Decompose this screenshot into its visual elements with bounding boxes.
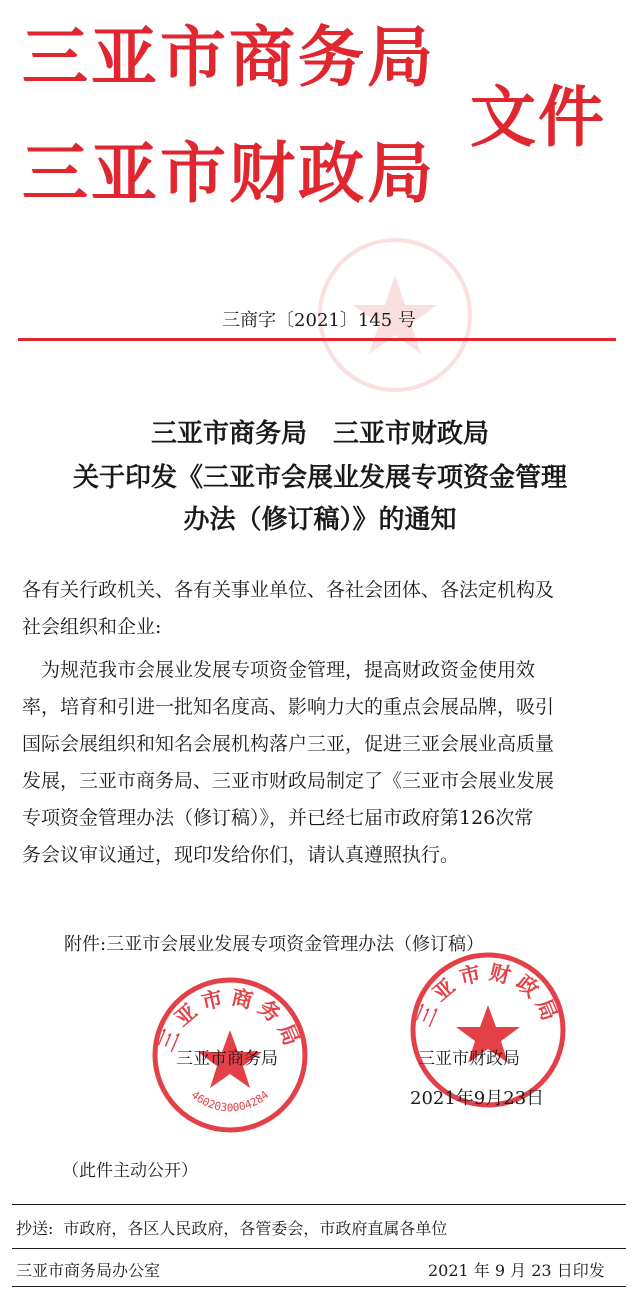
- body-line: 专项资金管理办法（修订稿）》，并已经七届市政府第126次常: [22, 807, 534, 829]
- doc-type-label: 文件: [470, 79, 606, 156]
- footer-divider: [12, 1204, 626, 1205]
- issue-date: 2021年9月23日: [410, 1088, 545, 1109]
- cc-line: [16, 1216, 447, 1239]
- signature-finance-bureau: 三亚市财政局: [418, 1049, 520, 1069]
- disclosure-note: （此件主动公开）: [62, 1161, 198, 1181]
- body-line: 务会议审议通过，现印发给你们，请认真遵照执行。: [22, 844, 460, 866]
- body-line: 发展，三亚市商务局、三亚市财政局制定了《三亚市会展业发展: [22, 770, 555, 792]
- title-line-1: 三亚市商务局 三亚市财政局: [150, 419, 489, 449]
- doc-number: 三商字〔2021〕145 号: [222, 310, 416, 331]
- red-divider: [18, 338, 616, 341]
- issuer-commerce-bureau: 三亚市商务局: [22, 19, 436, 96]
- signature-commerce-bureau: 三亚市商务局: [176, 1049, 278, 1069]
- body-line: 国际会展组织和知名会展机构落户三亚，促进三亚会展业高质量: [22, 733, 555, 755]
- svg-text:4602030004284: 4602030004284: [188, 1088, 272, 1115]
- issuer-finance-bureau: 三亚市财政局: [22, 135, 436, 212]
- print-date: 2021 年 9 月 23 日印发: [428, 1261, 605, 1280]
- svg-text:三亚市商务局: 三亚市商务局: [153, 984, 307, 1055]
- body-line: 社会组织和企业:: [22, 616, 162, 638]
- body-line: 为规范我市会展业发展专项资金管理，提高财政资金使用效: [22, 659, 536, 681]
- body-line: 各有关行政机关、各有关事业单位、各社会团体、各法定机构及: [22, 579, 555, 601]
- cc-recipients: 市政府，各区人民政府，各管委会，市政府直属各单位: [63, 1219, 448, 1238]
- footer-divider: [12, 1248, 626, 1249]
- svg-text:三亚市财政局: 三亚市财政局: [411, 959, 565, 1030]
- attachment-line: 附件:三亚市会展业发展专项资金管理办法（修订稿）: [64, 934, 485, 955]
- footer-divider: [12, 1286, 626, 1287]
- cc-label: 抄送:: [16, 1219, 54, 1238]
- title-line-2: 关于印发《三亚市会展业发展专项资金管理: [72, 463, 567, 493]
- title-line-3: 办法（修订稿）》的通知: [183, 505, 457, 535]
- issuing-office: 三亚市商务局办公室: [16, 1261, 161, 1280]
- body-line: 率，培育和引进一批知名度高、影响力大的重点会展品牌，吸引: [22, 696, 555, 718]
